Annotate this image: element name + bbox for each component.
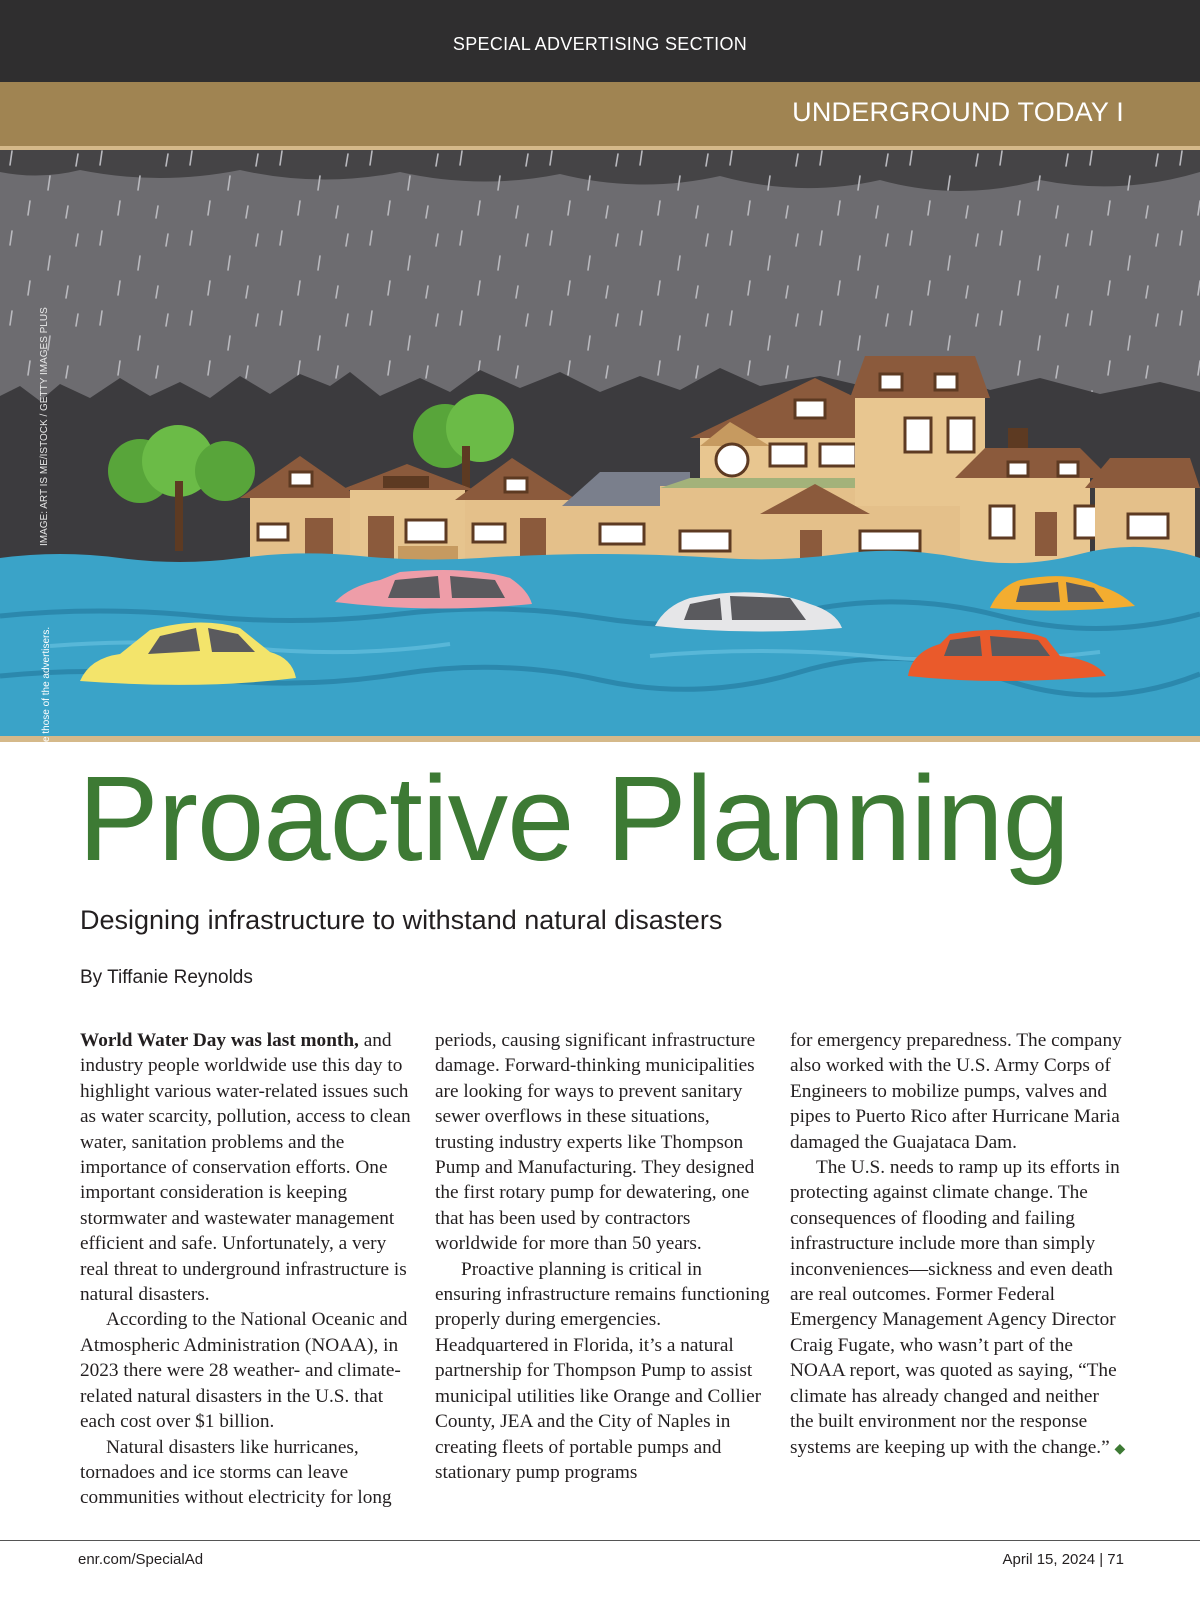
paragraph: According to the National Oceanic and Atmospheric Administration (NOAA), in 2023 there were 28 weather- and climate-related natural disasters in the U.S. that each cost over $1 billion. <box>80 1309 408 1433</box>
top-banner <box>0 0 1200 82</box>
paragraph <box>790 1155 1126 1462</box>
byline: By Tiffanie Reynolds <box>80 967 253 988</box>
paragraph: Proactive planning is critical in ensuring infrastructure remains functioning properly during emergencies. Headquartered in Florida, it’s a natural partnership for Thompson Pump to assist municipal utilities like Orange and Collier County, JEA and the City of Naples in creating fleets of portable pumps and stationary pump programs <box>435 1258 770 1483</box>
article-column-1 <box>80 1028 416 1511</box>
special-advertising-label: SPECIAL ADVERTISING SECTION <box>452 34 748 54</box>
article-column-2 <box>435 1028 771 1485</box>
lead-in: World Water Day was last month, <box>80 1030 359 1051</box>
section-banner <box>0 82 1200 146</box>
footer-divider <box>0 1540 1200 1541</box>
article-column-3 <box>790 1028 1126 1462</box>
paragraph: for emergency preparedness. The company also worked with the U.S. Army Corps of Engineers to mobilize pumps, valves and pipes to Puerto Rico after Hurricane Maria damaged the Guajataca Dam. <box>790 1030 1122 1153</box>
paragraph-text: and industry people worldwide use this day to highlight various water-related issues such as water scarcity, pollution, access to clean water, sanitation problems and the importance of conservation efforts. One important consideration is keeping stormwater and wastewater management efficient and safe. Unfortunately, a very real threat to underground infrastructure is natural disasters. <box>80 1030 411 1306</box>
paragraph <box>80 1028 416 1307</box>
paragraph: Natural disasters like hurricanes, tornadoes and ice storms can leave communities without electricity for long <box>80 1436 392 1509</box>
flood-scene-image <box>0 146 1200 742</box>
article-subtitle: Designing infrastructure to withstand natural disasters <box>80 905 723 935</box>
paragraph-text: The U.S. needs to ramp up its efforts in protecting against climate change. The consequences of flooding and failing infrastructure include more than simply inconveniences—sickness and even death are real outcomes. Former Federal Emergency Management Agency Director Craig Fugate, who wasn’t part of the NOAA report, was quoted as saying, “The climate has already changed and neither the built environment nor the response systems are keeping up with the change.” <box>790 1157 1120 1458</box>
end-diamond-icon: ◆ <box>1114 1441 1126 1457</box>
footer-url: enr.com/SpecialAd <box>78 1551 204 1568</box>
advertiser-disclaimer: Opinions expressed are those of the advertisers. <box>41 626 52 842</box>
image-credit: IMAGE: ART IS ME/ISTOCK / GETTY IMAGES PLUS <box>39 307 50 546</box>
footer-date-page: April 15, 2024 | 71 <box>1002 1551 1124 1568</box>
paragraph: periods, causing significant infrastructure damage. Forward-thinking municipalities are looking for ways to prevent sanitary sewer overflows in these situations, trusting industry experts like Thompson Pump and Manufacturing. They designed the first rotary pump for dewatering, one that has been used by contractors worldwide for more than 50 years. <box>435 1030 756 1255</box>
page-title: Proactive Planning <box>78 750 1069 886</box>
section-label: UNDERGROUND TODAY I <box>792 97 1124 127</box>
